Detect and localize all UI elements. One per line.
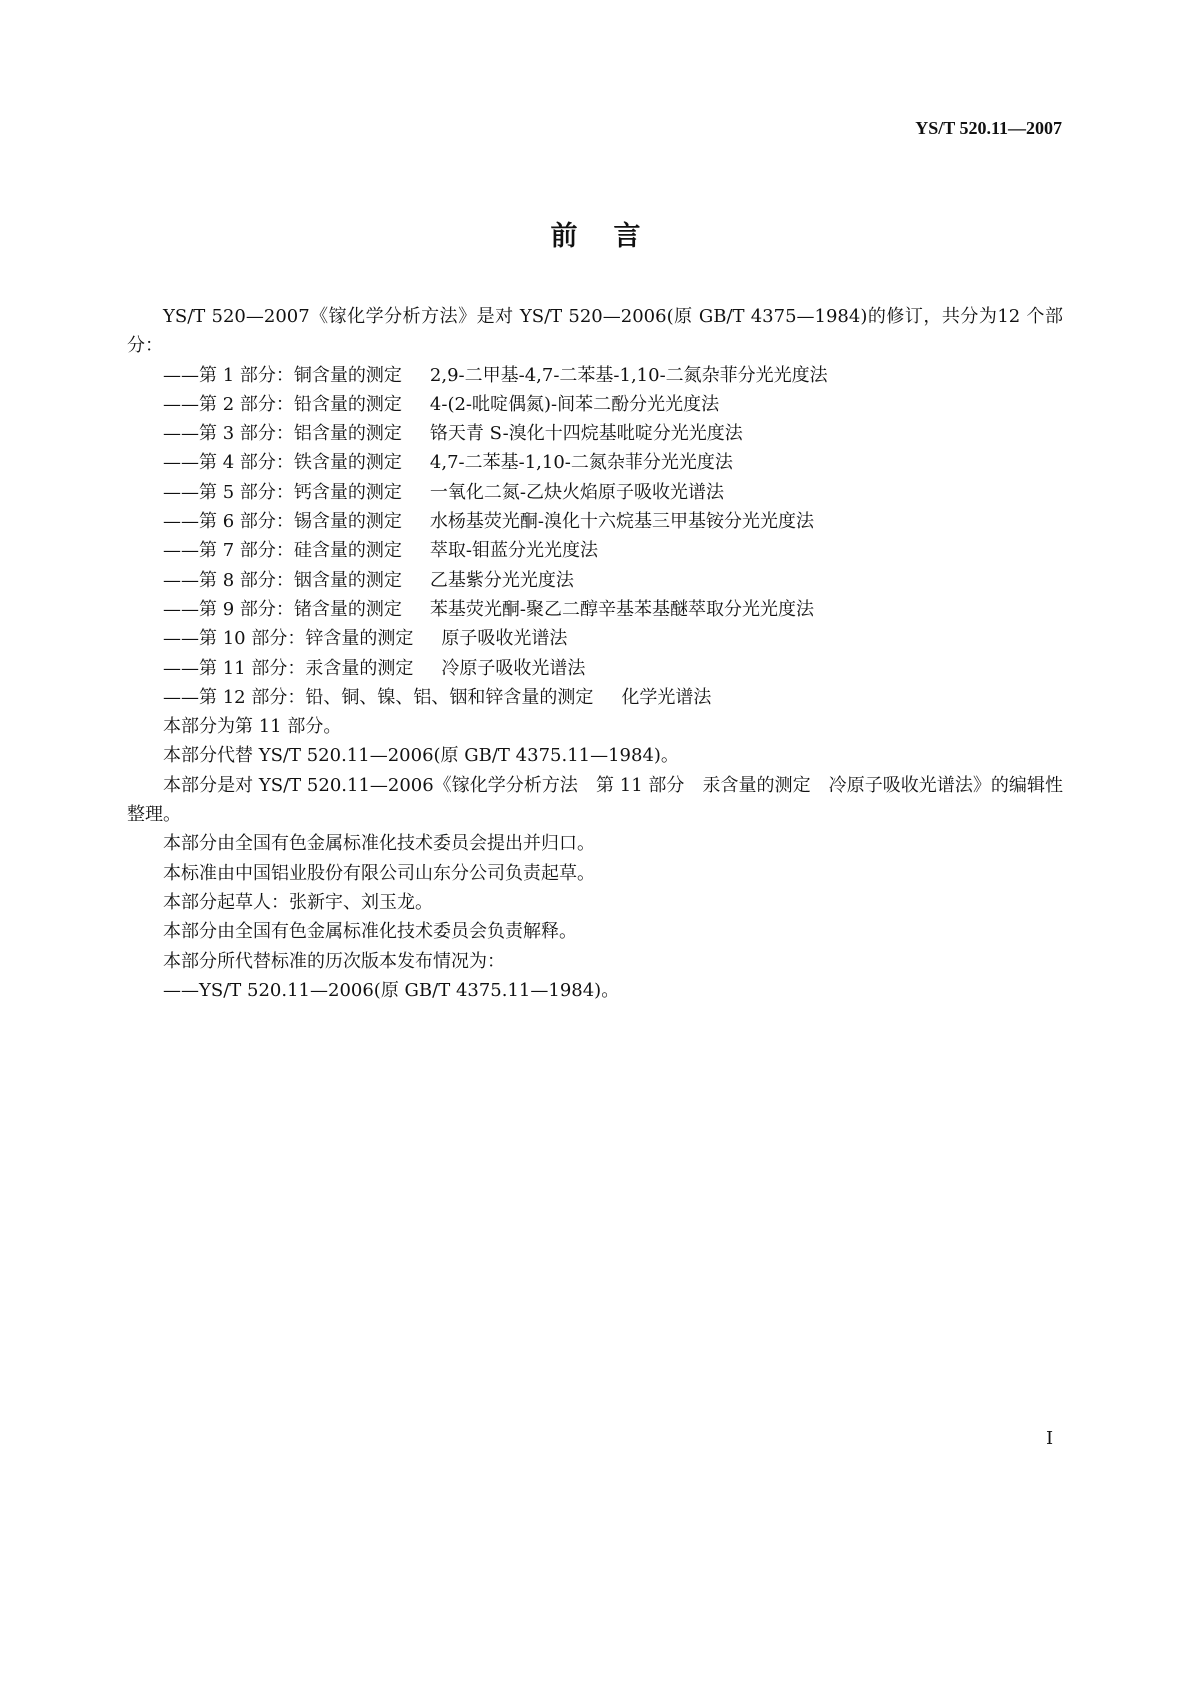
paragraph: 本部分由全国有色金属标准化技术委员会负责解释。 — [163, 921, 577, 943]
paragraph: 本部分代替 YS/T 520.11—2006(原 GB/T 4375.11—1984)。 — [163, 745, 679, 767]
part-item — [127, 654, 1063, 683]
paragraph: 本部分起草人：张新宇、刘玉龙。 — [163, 891, 433, 913]
history-item: ——YS/T 520.11—2006(原 GB/T 4375.11—1984)。 — [163, 979, 620, 1001]
part-item — [127, 566, 1063, 595]
part-item — [127, 624, 1063, 653]
parts-list — [127, 361, 1063, 713]
foreword-body — [127, 302, 1063, 1005]
page-title: 前言 — [550, 221, 677, 252]
part-method: 苯基荧光酮-聚乙二醇辛基苯基醚萃取分光光度法 — [429, 598, 814, 620]
part-name: ——第 2 部分：铅含量的测定 — [163, 393, 402, 415]
part-name: ——第 11 部分：汞含量的测定 — [163, 657, 414, 679]
standard-code: YS/T 520.11—2007 — [915, 118, 1062, 138]
part-method: 冷原子吸收光谱法 — [441, 657, 586, 679]
part-method: 乙基紫分光光度法 — [429, 569, 574, 591]
part-item — [127, 683, 1063, 712]
page-number: I — [1046, 1428, 1054, 1449]
part-method: 4,7-二苯基-1,10-二氮杂菲分光光度法 — [429, 452, 733, 474]
part-item — [127, 390, 1063, 419]
intro-paragraph: YS/T 520—2007《镓化学分析方法》是对 YS/T 520—2006(原 GB/T 4375—1984)的修订，共分为12 个部分： — [127, 306, 1063, 357]
part-method: 2,9-二甲基-4,7-二苯基-1,10-二氮杂菲分光光度法 — [429, 364, 828, 386]
part-name: ——第 1 部分：铜含量的测定 — [163, 364, 402, 386]
part-name: ——第 6 部分：锡含量的测定 — [163, 511, 402, 533]
part-name: ——第 12 部分：铅、铜、镍、铝、铟和锌含量的测定 — [163, 686, 594, 708]
paragraph: 本部分为第 11 部分。 — [163, 716, 342, 738]
part-item — [127, 448, 1063, 477]
part-item — [127, 536, 1063, 565]
part-item — [127, 595, 1063, 624]
part-item — [127, 361, 1063, 390]
part-method: 萃取-钼蓝分光光度法 — [429, 540, 598, 562]
part-method: 原子吸收光谱法 — [441, 628, 568, 650]
paragraph: 本部分所代替标准的历次版本发布情况为： — [163, 950, 505, 972]
part-method: 4-(2-吡啶偶氮)-间苯二酚分光光度法 — [429, 393, 720, 415]
part-item — [127, 507, 1063, 536]
paragraph: 本标准由中国铝业股份有限公司山东分公司负责起草。 — [163, 862, 595, 884]
part-method: 水杨基荧光酮-溴化十六烷基三甲基铵分光光度法 — [429, 511, 814, 533]
paragraph: 本部分由全国有色金属标准化技术委员会提出并归口。 — [163, 833, 595, 855]
part-name: ——第 10 部分：锌含量的测定 — [163, 628, 414, 650]
history-list — [127, 976, 1063, 1005]
part-method: 铬天青 S-溴化十四烷基吡啶分光光度法 — [429, 423, 743, 445]
part-name: ——第 4 部分：铁含量的测定 — [163, 452, 402, 474]
paragraphs — [127, 712, 1063, 976]
part-item — [127, 478, 1063, 507]
part-name: ——第 7 部分：硅含量的测定 — [163, 540, 402, 562]
part-name: ——第 8 部分：铟含量的测定 — [163, 569, 402, 591]
part-name: ——第 5 部分：钙含量的测定 — [163, 481, 402, 503]
part-name: ——第 3 部分：铝含量的测定 — [163, 423, 402, 445]
part-name: ——第 9 部分：锗含量的测定 — [163, 598, 402, 620]
paragraph: 本部分是对 YS/T 520.11—2006《镓化学分析方法 第 11 部分 汞含量的测定 冷原子吸收光谱法》的编辑性整理。 — [127, 774, 1063, 826]
part-method: 一氧化二氮-乙炔火焰原子吸收光谱法 — [429, 481, 724, 503]
part-item — [127, 419, 1063, 448]
part-method: 化学光谱法 — [621, 686, 712, 708]
